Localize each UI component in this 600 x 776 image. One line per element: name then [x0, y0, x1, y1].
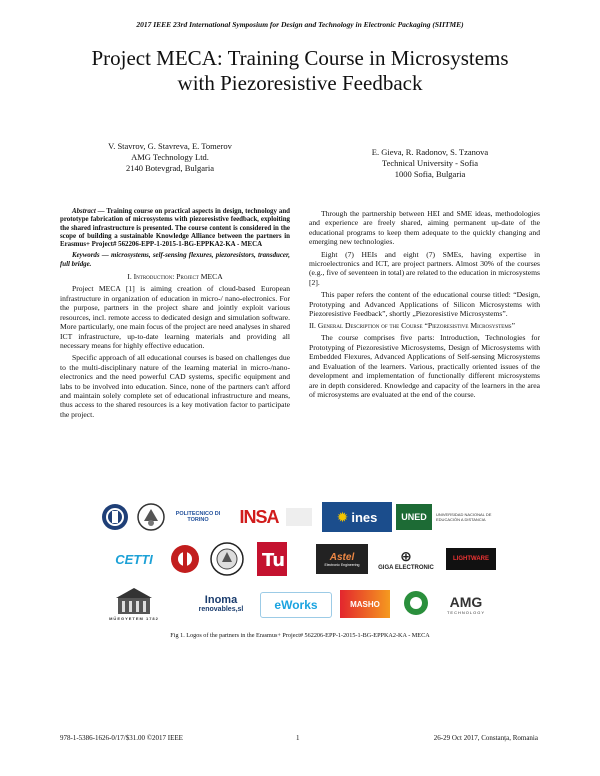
- giga-icon: ⊕: [400, 547, 412, 564]
- giga-logo: [374, 544, 438, 574]
- eworks-text: eWorks: [274, 598, 318, 612]
- author-names: V. Stavrov, G. Stavreva, E. Tomerov: [108, 141, 232, 151]
- uned-text: UNED: [401, 512, 427, 522]
- inoma-logo: [190, 588, 252, 618]
- authors-left: [70, 141, 270, 174]
- university-logo-4: [206, 542, 248, 576]
- amg-text: AMG: [449, 593, 483, 610]
- giga-text: GIGA ELECTRONIC: [378, 564, 434, 571]
- author-affiliation: Technical University - Sofia: [382, 158, 478, 168]
- sun-icon: ✹: [336, 508, 349, 525]
- insa-logo: [234, 504, 284, 530]
- paragraph: Project MECA [1] is aiming creation of cloud-based European infrastructure in organization of education in micro-/ nano-electronics. For the purpose, partners in the project share and jointly exploit various resources, incl. remote access to dedicated design and simulation software. More particularly, one main focus of the project are need analyses in shared ICT infrastructure, up-to-date learning materials and providing all necessary means for highly effective education.: [60, 284, 290, 350]
- abstract: [60, 208, 290, 249]
- insa-sub-logo: [286, 508, 312, 526]
- author-address: 1000 Sofia, Bulgaria: [394, 169, 466, 179]
- author-names: E. Gieva, R. Radonov, S. Tzanova: [371, 147, 489, 157]
- eworks-logo: [260, 592, 332, 618]
- university-logo-2: [136, 502, 166, 532]
- astel-text: Astel: [329, 551, 355, 563]
- abstract-text: — Training course on practical aspects in design, technology and prototype fabrication of microsystems with piezoresistive feedback, exploiting the shared infrastructure is presented. The course content is considered in the scope of building a sustainable Knowledge Alliance between the partners in Erasmus+ Project# 562206-EPP-1-2015-1-BG-EPPKA2-KA - MECA: [60, 208, 290, 249]
- paragraph: The course comprises five parts: Introduction, Technologies for Prototyping of Piezoresistive Microsystems, Design of Microsystems with Embedded Flexures, Advanced Applications of Self-sensing Microsystems and Evaluation of the learners. Various, practically oriented issues of the development and implementation of functionally different microsystems are in depth considered. Knowledge and capacity of the learners in the area of microsystems are evaluated at the end of the course.: [309, 333, 540, 399]
- inoma-text: Inoma: [204, 593, 238, 606]
- section-heading-2: II. General Description of the Course “Piezoresistive Microsystems”: [309, 321, 515, 331]
- footer-page-number: 1: [296, 734, 300, 742]
- section-heading-1: I. Introduction: Project MECA: [127, 272, 223, 282]
- uned-logo: [396, 504, 432, 530]
- lightware-text: LIGHTWARE: [453, 556, 489, 562]
- lightware-logo: [446, 548, 496, 570]
- astel-sub-text: Electronic Engineering: [324, 562, 360, 567]
- university-logo-1: [100, 502, 130, 532]
- footer-copyright: 978-1-5386-1626-0/17/$31.00 ©2017 IEEE: [60, 734, 183, 742]
- title-line-2: with Piezoresistive Feedback: [177, 71, 423, 95]
- uned-full-logo: [436, 500, 496, 534]
- politecnico-logo: [174, 500, 222, 534]
- conference-header: 2017 IEEE 23rd International Symposium for Design and Technology in Electronic Packaging (SIITME): [136, 20, 464, 29]
- uned-full-text: UNIVERSIDAD NACIONAL DE EDUCACIÓN A DISTANCIA: [436, 512, 492, 522]
- muegyetem-logo: [104, 584, 164, 622]
- figure-caption: Fig 1. Logos of the partners in the Erasmus+ Project# 562206-EPP-1-2015-1-BG-EPPKA2-KA - MECA: [170, 632, 430, 639]
- author-affiliation: AMG Technology Ltd.: [131, 152, 209, 162]
- author-address: 2140 Botevgrad, Bulgaria: [125, 163, 215, 173]
- ines-logo: [322, 502, 392, 532]
- paper-title: [40, 46, 560, 96]
- right-column: [309, 209, 540, 402]
- ceiti-logo: [110, 544, 158, 574]
- paragraph: This paper refers the content of the educational course titled: “Design, Prototyping and Advanced Applications of Silicon Microsystems with Piezoresistive Feedback”, shortly „Piezoresistive Microsystems”.: [309, 290, 540, 319]
- partner-logos-figure: [100, 496, 500, 626]
- green-logo: [402, 588, 430, 618]
- paragraph: Eight (7) HEIs and eight (7) SMEs, having expertise in microelectronics and ICT, are project partners. Almost 30% of the courses (e.g., five of seventeen in total) are related to the education in microsystems [2].: [309, 249, 540, 287]
- svg-text:Tu: Tu: [262, 550, 286, 571]
- title-line-1: Project MECA: Training Course in Microsystems: [91, 46, 509, 70]
- abstract-label: Abstract: [72, 208, 96, 215]
- footer-venue: 26-29 Oct 2017, Constanța, Romania: [433, 734, 538, 742]
- tu-logo: [256, 542, 288, 576]
- astel-logo: [316, 544, 368, 574]
- muegyetem-text: MŰEGYETEM 1782: [109, 615, 159, 621]
- insa-text: INSA: [239, 506, 279, 527]
- paragraph: Through the partnership between HEI and SME ideas, methodologies and experience are freely shared, aiming permanent up-date of the educational programs to keep them adequate to the quickly changing and emerging new technologies.: [309, 209, 540, 247]
- keywords: Keywords — microsystems, self-sensing flexures, piezoresistors, transducer, full bridge.: [60, 252, 290, 268]
- ines-text: ines: [351, 509, 378, 525]
- amg-logo: [434, 588, 498, 620]
- inoma-sub-text: renovables,sl: [198, 605, 244, 613]
- masho-text: MASHO: [350, 599, 380, 609]
- politecnico-text: POLITECNICO DI TORINO: [175, 511, 221, 523]
- authors-right: [330, 147, 530, 180]
- ceiti-text: CETTI: [115, 551, 153, 567]
- paragraph: Specific approach of all educational courses is based on challenges due to the multi-disciplinary nature of the learning material in micro-/nano-electronics and the need powerful CAD systems, specific equipment and labs to be involved into education. Since, none of the partners can't afford and maintain solely complete set of educational infrastructure and means, thus access to the shared resources is a key motivation factor to participate the project.: [60, 353, 290, 419]
- left-column: [60, 208, 290, 422]
- amg-sub-text: TECHNOLOGY: [446, 609, 485, 615]
- university-logo-3: [170, 542, 200, 576]
- masho-logo: [340, 590, 390, 618]
